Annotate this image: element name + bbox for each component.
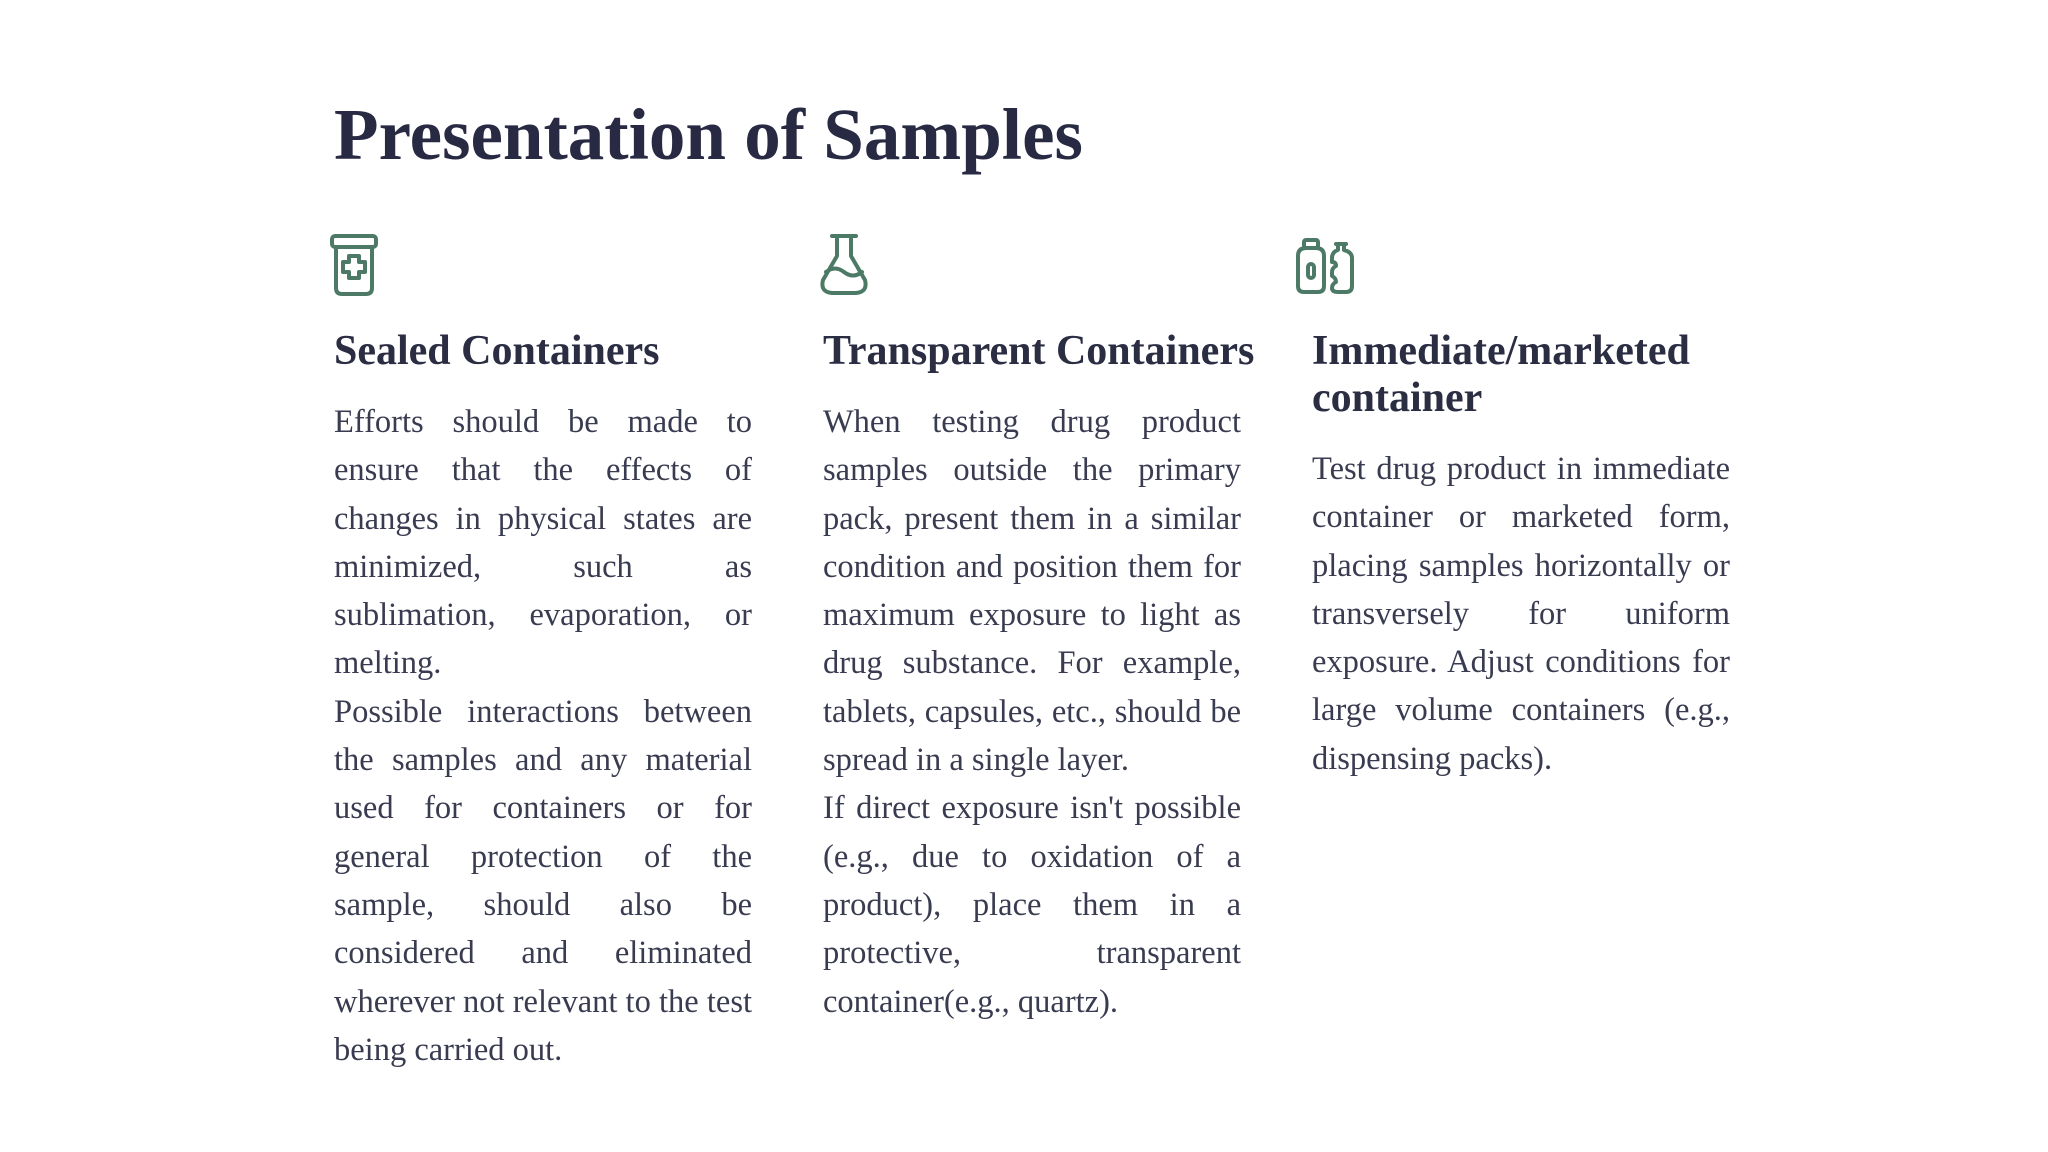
paragraph: If direct exposure isn't possible (e.g., due to oxidation of a product), place them in a protective, transparent container(e.g., quartz). (823, 790, 1241, 1020)
column-sealed-containers (330, 232, 754, 1068)
column-transparent-containers (818, 232, 1255, 1020)
paragraph: Possible interactions between the samples and any material used for containers or for general protection of the sample, should also be considered and eliminated wherever not relevant to the test being carried out. (334, 693, 752, 1068)
bottles-icon (1292, 232, 1356, 296)
column-body (334, 398, 752, 1074)
paragraph: Test drug product in immediate container or marketed form, placing samples horizontally or transversely for uniform exposure. Adjust conditions for large volume containers (e.g., dispensing packs). (1312, 451, 1730, 777)
flask-icon (818, 232, 870, 296)
column-heading: Transparent Containers (823, 328, 1255, 374)
column-immediate-marketed-container (1292, 232, 1730, 777)
paragraph: When testing drug product samples outside the primary pack, present them in a similar condition and position them for maximum exposure to light as drug substance. For example, tablets, capsules, etc., should be spread in a single layer. (823, 404, 1241, 779)
page-title: Presentation of Samples (334, 94, 1083, 175)
column-heading: Sealed Containers (334, 328, 660, 374)
medicine-jar-icon (330, 232, 378, 296)
column-body (1312, 445, 1730, 783)
column-body (823, 398, 1241, 1026)
paragraph: Efforts should be made to ensure that the effects of changes in physical states are minimized, such as sublimation, evaporation, or melting. (334, 404, 752, 682)
column-heading: Immediate/marketed container (1312, 328, 1690, 421)
